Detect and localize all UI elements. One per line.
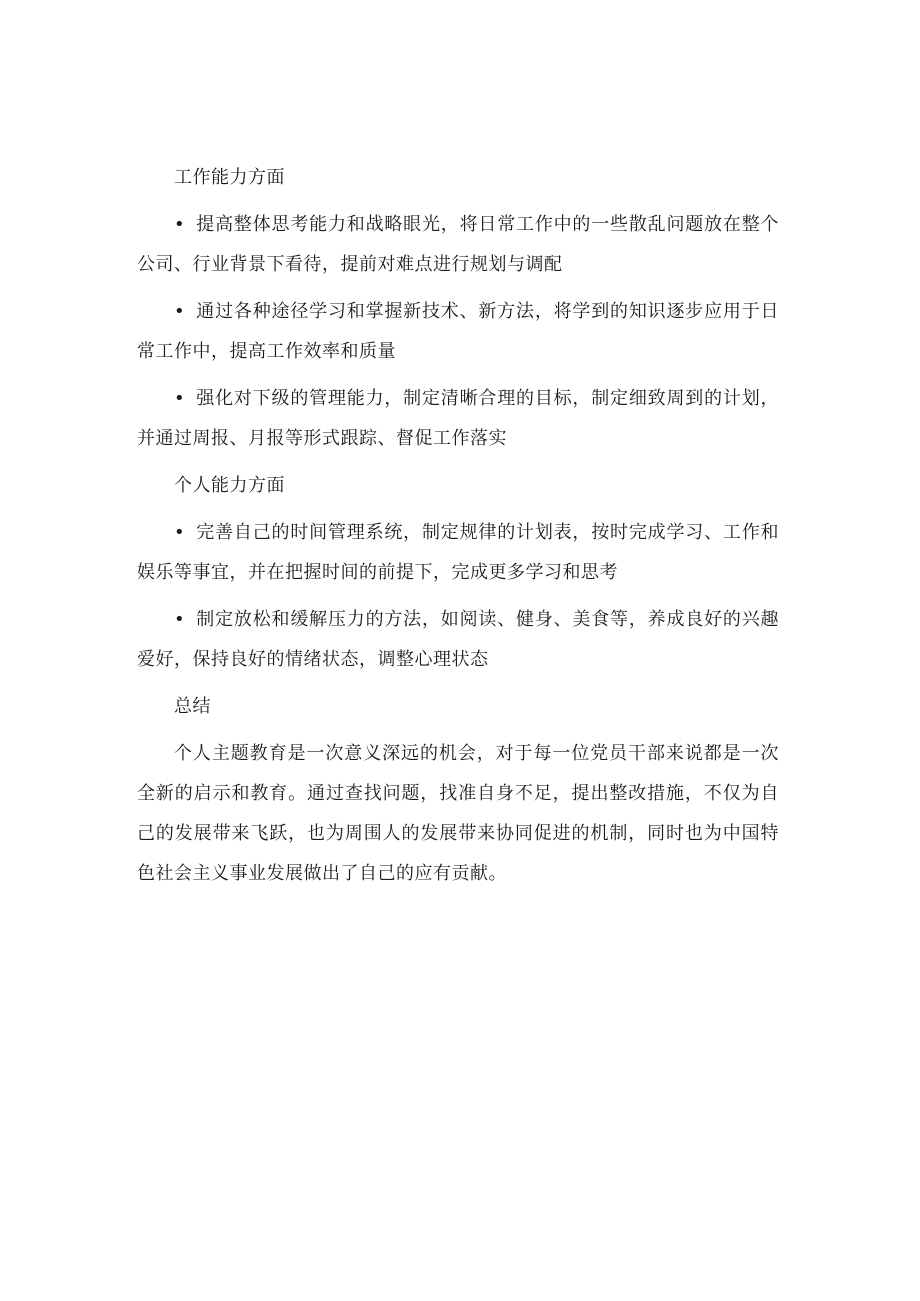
bullet-text: 通过各种途径学习和掌握新技术、新方法，将学到的知识逐步应用于日常工作中，提高工作效率和质量 [137, 301, 779, 362]
bullet-item [137, 292, 779, 372]
section-heading-work: 工作能力方面 [174, 167, 285, 188]
bullet-marker: • [174, 388, 186, 409]
document-body [137, 158, 779, 894]
bullet-item [137, 600, 779, 680]
bullet-text: 强化对下级的管理能力，制定清晰合理的目标，制定细致周到的计划，并通过周报、月报等形式跟踪、督促工作落实 [137, 388, 779, 449]
bullet-marker: • [174, 522, 186, 543]
bullet-marker: • [174, 609, 186, 630]
bullet-text: 提高整体思考能力和战略眼光，将日常工作中的一些散乱问题放在整个公司、行业背景下看待，提前对难点进行规划与调配 [137, 214, 779, 275]
section-heading-summary: 总结 [174, 696, 211, 717]
bullet-item [137, 379, 779, 459]
bullet-marker: • [174, 214, 186, 235]
bullet-item [137, 205, 779, 285]
bullet-item [137, 513, 779, 593]
section-heading-personal: 个人能力方面 [174, 475, 285, 496]
bullet-text: 完善自己的时间管理系统，制定规律的计划表，按时完成学习、工作和娱乐等事宜，并在把握时间的前提下，完成更多学习和思考 [137, 522, 779, 583]
bullet-text: 制定放松和缓解压力的方法，如阅读、健身、美食等，养成良好的兴趣爱好，保持良好的情绪状态，调整心理状态 [137, 609, 779, 670]
bullet-marker: • [174, 301, 186, 322]
summary-paragraph: 个人主题教育是一次意义深远的机会，对于每一位党员干部来说都是一次全新的启示和教育。通过查找问题，找准自身不足，提出整改措施，不仅为自己的发展带来飞跃，也为周围人的发展带来协同促进的机制，同时也为中国特色社会主义事业发展做出了自己的应有贡献。 [137, 743, 779, 884]
